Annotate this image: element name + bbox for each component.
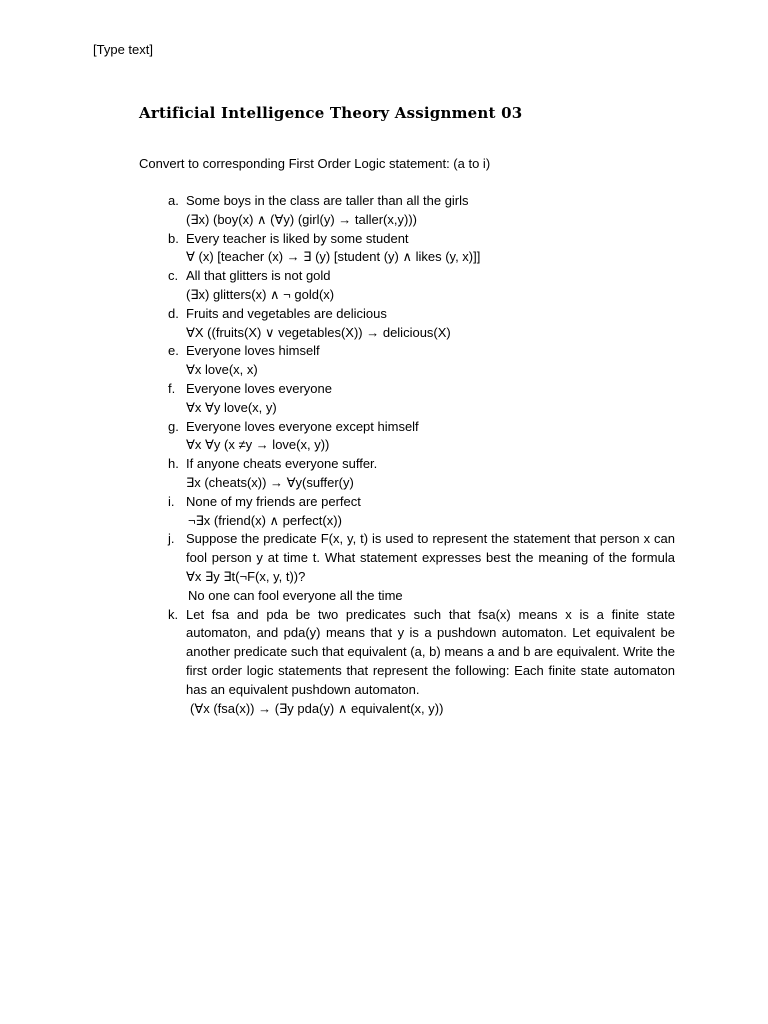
item-answer: ∃x (cheats(x)) → ∀y(suffer(y)	[186, 474, 354, 490]
instructions: Convert to corresponding First Order Logic statement: (a to i)	[139, 156, 491, 171]
list-item	[155, 342, 675, 380]
item-answer: ∀X ((fruits(X) ∨ vegetables(X)) → delicious(X)	[186, 324, 451, 340]
item-statement: Fruits and vegetables are delicious	[186, 305, 387, 321]
question-list	[155, 192, 675, 718]
item-statement: None of my friends are perfect	[186, 493, 361, 509]
item-marker: h.	[168, 456, 179, 472]
item-statement: Everyone loves everyone except himself	[186, 418, 419, 434]
item-answer: (∃x) glitters(x) ∧ ¬ gold(x)	[186, 286, 335, 302]
item-marker: i.	[168, 493, 175, 509]
item-statement: Suppose the predicate F(x, y, t) is used to represent the statement that person x can fool person y at time t. What statement expresses best the meaning of the formula ∀x ∃y ∃t(¬F(x, y, t))?	[186, 531, 675, 584]
list-item	[155, 192, 675, 230]
item-marker: g.	[168, 418, 179, 434]
item-marker: b.	[168, 230, 179, 246]
list-item	[155, 606, 675, 719]
list-item	[155, 418, 675, 456]
item-statement: All that glitters is not gold	[186, 268, 331, 284]
item-statement: Everyone loves everyone	[186, 380, 332, 396]
item-statement: If anyone cheats everyone suffer.	[186, 456, 378, 472]
list-item	[155, 530, 675, 605]
item-answer: ∀ (x) [teacher (x) → ∃ (y) [student (y) ∧ likes (y, x)]]	[186, 249, 481, 265]
page-header: [Type text]	[93, 42, 153, 57]
list-item	[155, 380, 675, 418]
list-item	[155, 267, 675, 305]
item-marker: f.	[168, 380, 176, 396]
item-answer: ∀x love(x, x)	[186, 362, 258, 378]
document-title: Artificial Intelligence Theory Assignment 03	[139, 104, 523, 122]
list-item	[155, 493, 675, 531]
item-marker: j.	[168, 531, 175, 547]
item-marker: a.	[168, 193, 179, 208]
list-item	[155, 305, 675, 343]
item-answer: (∀x (fsa(x)) → (∃y pda(y) ∧ equivalent(x, y))	[190, 700, 444, 716]
item-answer: (∃x) (boy(x) ∧ (∀y) (girl(y) → taller(x,y)))	[186, 211, 417, 227]
item-answer: No one can fool everyone all the time	[188, 587, 403, 603]
item-marker: c.	[168, 268, 179, 284]
list-item	[155, 455, 675, 493]
item-statement: Some boys in the class are taller than all the girls	[186, 193, 469, 208]
item-answer: ∀x ∀y (x ≠y → love(x, y))	[186, 437, 330, 453]
item-marker: d.	[168, 305, 179, 321]
item-statement: Let fsa and pda be two predicates such that fsa(x) means x is a finite state automaton, and pda(y) means that y is a pushdown automaton. Let equivalent be another predicate such that equivalent (a, b) means a and b are equivalent. Write the first order logic statements that represent the following: Each finite state automaton has an equivalent pushdown automaton.	[186, 606, 675, 697]
item-statement: Everyone loves himself	[186, 343, 320, 359]
list-item	[155, 230, 675, 268]
item-statement: Every teacher is liked by some student	[186, 230, 409, 246]
item-answer: ∀x ∀y love(x, y)	[186, 399, 277, 415]
item-marker: k.	[168, 606, 179, 622]
item-answer: ¬∃x (friend(x) ∧ perfect(x))	[188, 512, 342, 528]
item-marker: e.	[168, 343, 179, 359]
